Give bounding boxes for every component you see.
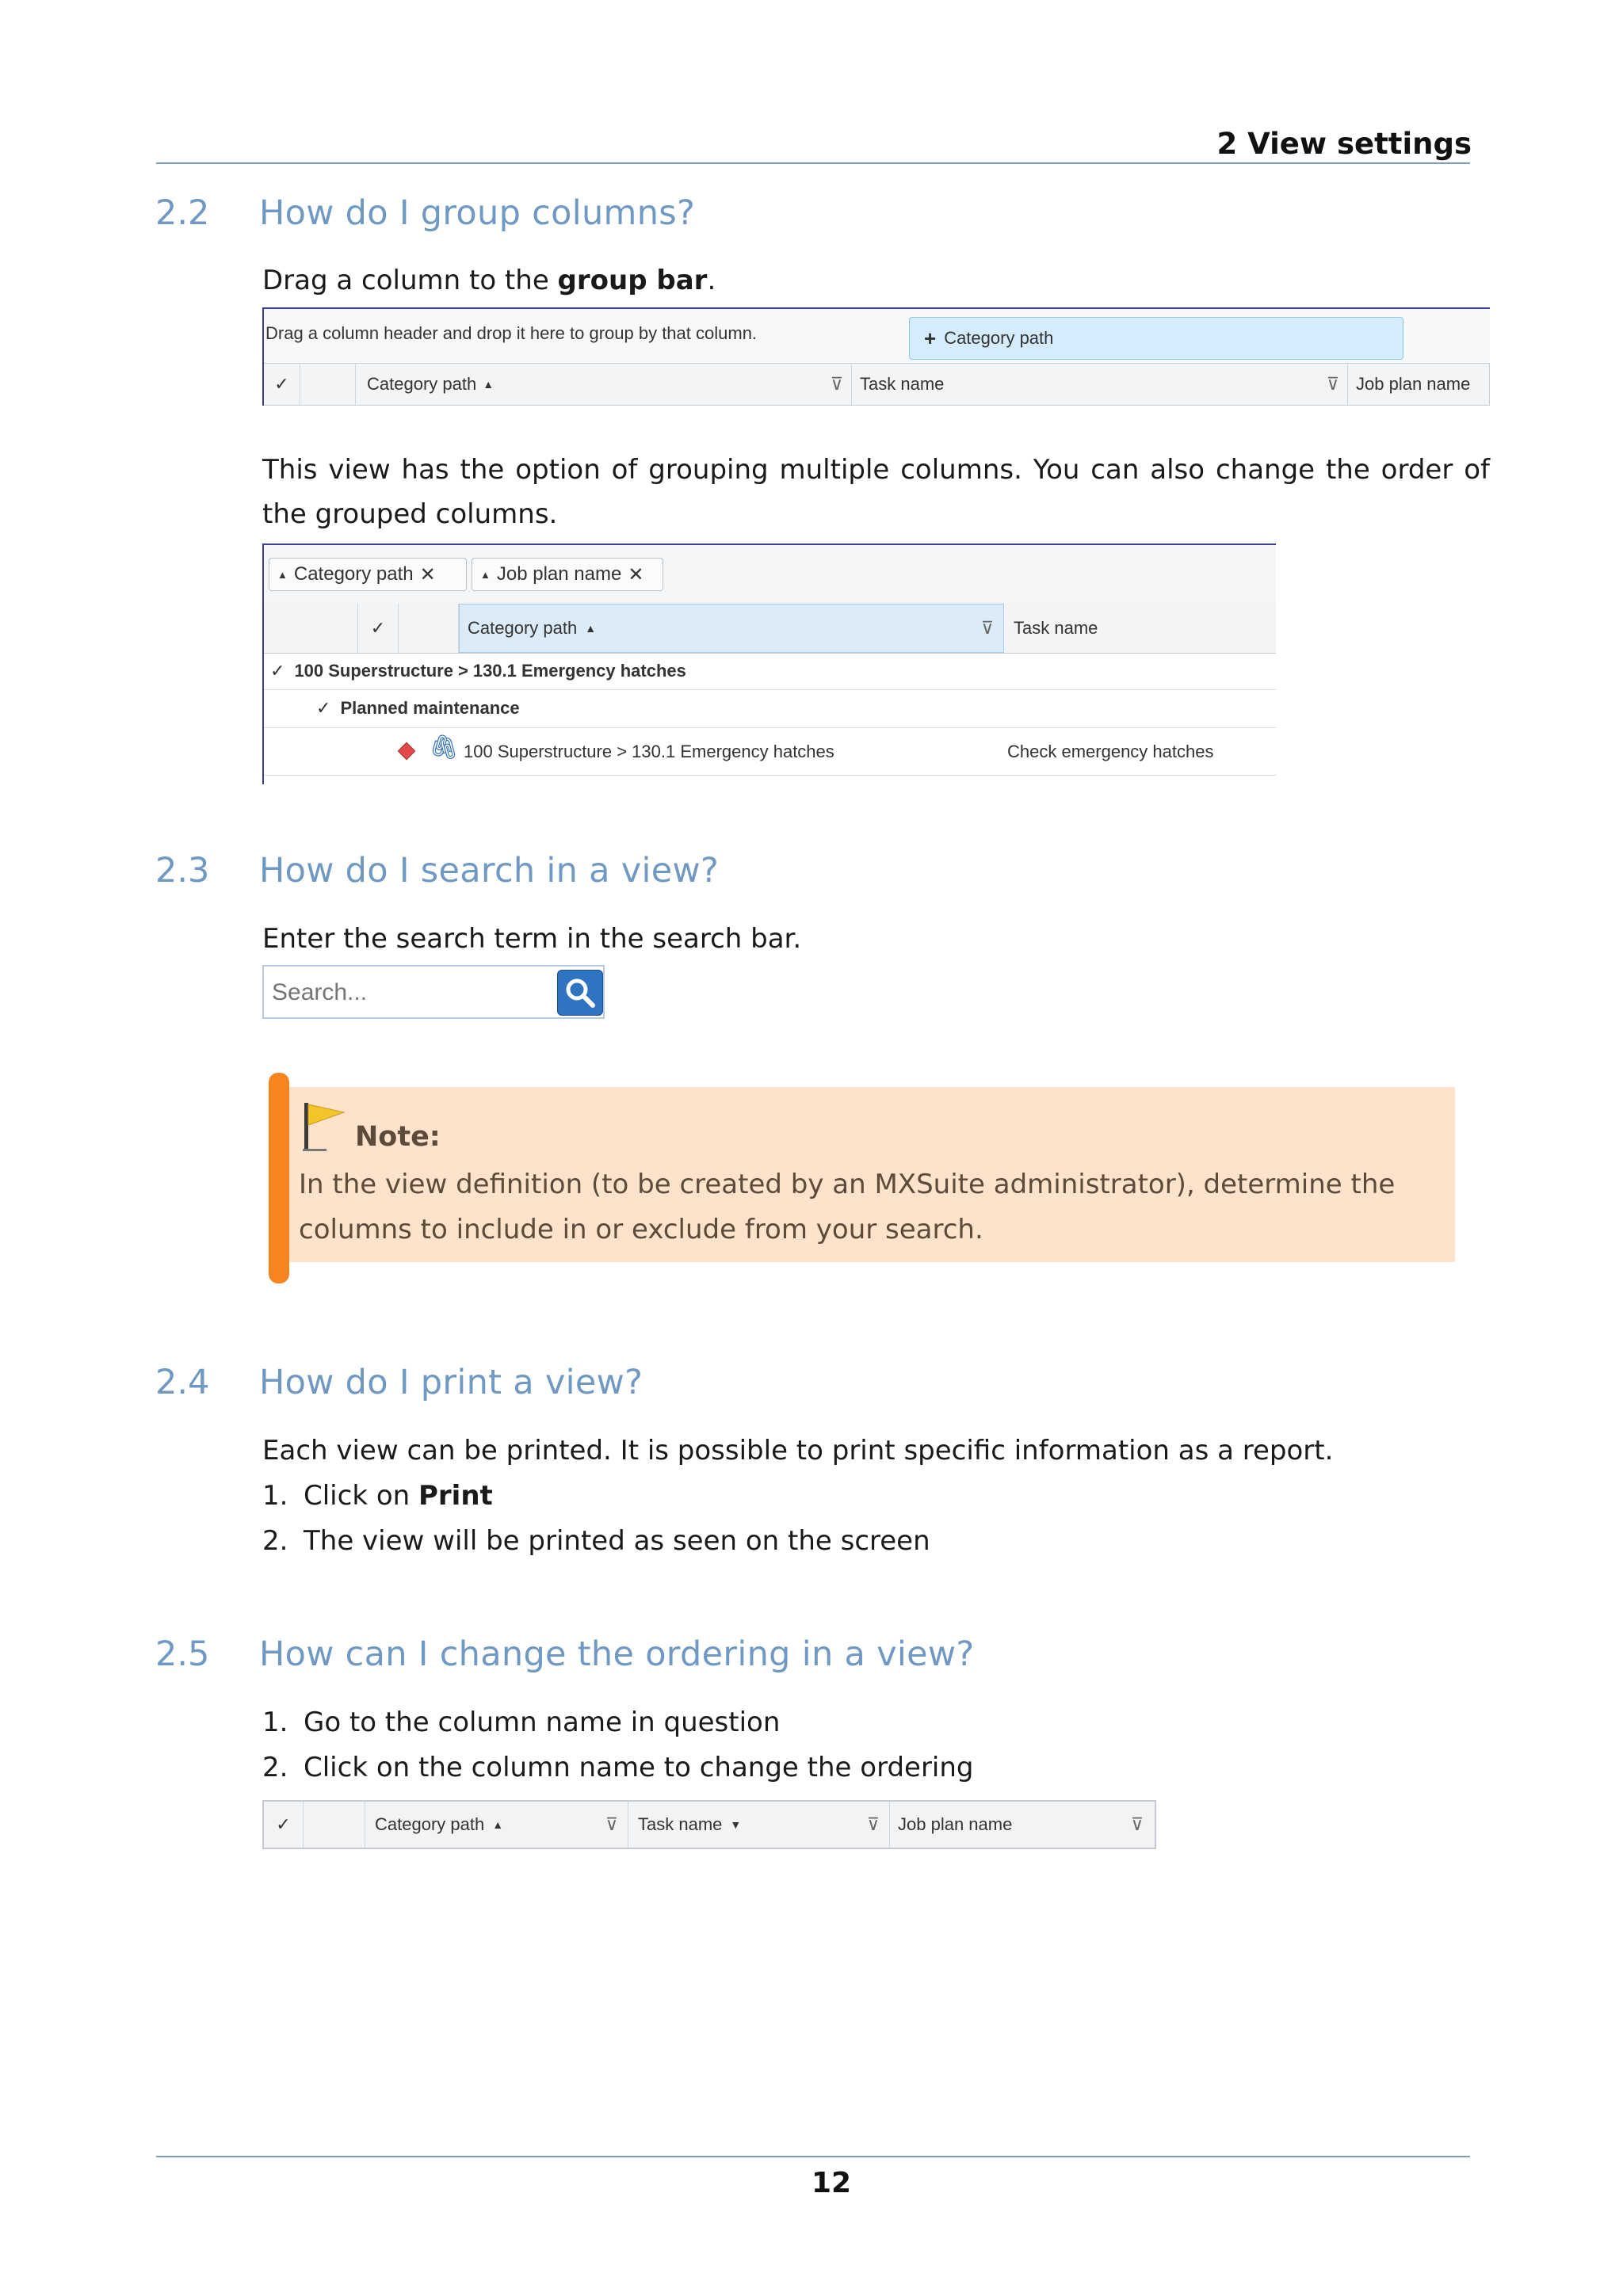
header-task-name[interactable] [852, 364, 1348, 405]
group-row-level-2[interactable] [264, 689, 1276, 728]
section-2-4-title: How do I print a view? [259, 1363, 643, 1402]
section-2-2-number: 2.2 [155, 193, 210, 233]
list-item [262, 1474, 930, 1519]
select-all-checkbox[interactable] [357, 604, 399, 653]
header-job-plan-name[interactable] [1348, 364, 1490, 405]
running-header: 2 View settings [1216, 127, 1472, 161]
filter-icon[interactable]: ⊽ [1326, 374, 1339, 394]
filter-icon[interactable]: ⊽ [866, 1814, 880, 1834]
header-task-name[interactable] [1004, 604, 1276, 653]
group-row-1-subcategory: 130.1 Emergency hatches [472, 661, 686, 681]
header-category-path[interactable] [356, 364, 852, 405]
row-category-path: 100 Superstructure > 130.1 Emergency hatches [464, 742, 834, 761]
sort-descending-icon: ▼ [730, 1818, 742, 1831]
group-row-level-1[interactable] [264, 653, 1276, 690]
group-row-1-category: 100 Superstructure [294, 661, 453, 681]
priority-diamond-icon [398, 742, 416, 761]
list-number: 1. [262, 1480, 288, 1512]
row-task-name: Check emergency hatches [1007, 742, 1214, 761]
filter-icon[interactable]: ⊽ [980, 618, 994, 638]
indicator-column [300, 364, 356, 405]
header-label: Task name [860, 374, 945, 394]
check-icon: ✓ [276, 1814, 291, 1834]
section-2-5-number: 2.5 [155, 1634, 210, 1674]
header-label: Category path [375, 1814, 485, 1834]
intro-bold: group bar [557, 265, 708, 296]
group-bar[interactable] [264, 545, 1276, 604]
section-2-5-title: How can I change the ordering in a view? [259, 1634, 975, 1674]
column-header-row [264, 363, 1490, 406]
group-bar-screenshot [262, 307, 1490, 406]
chip-label: Job plan name [496, 563, 622, 585]
indicator-column [304, 1802, 365, 1848]
filter-icon[interactable]: ⊽ [830, 374, 843, 394]
list-item [262, 1745, 974, 1791]
list-number: 2. [262, 1752, 288, 1783]
grouped-columns-screenshot [262, 543, 1276, 784]
intro-text: Drag a column to the [262, 265, 558, 296]
step-text: The view will be printed as seen on the screen [304, 1525, 930, 1557]
list-item [262, 1700, 974, 1745]
flag-icon [301, 1101, 349, 1154]
note-body: In the view definition (to be created by an MXSuite administrator), determine the columns to include in or exclude from your search. [299, 1169, 1396, 1245]
group-chip-category-path[interactable] [269, 558, 467, 591]
sort-ascending-icon: ▲ [277, 568, 288, 581]
close-icon[interactable]: ✕ [419, 563, 436, 585]
header-label: Task name [1014, 618, 1098, 638]
note-title: Note: [355, 1121, 441, 1153]
search-input[interactable] [270, 973, 543, 1013]
list-item [262, 1519, 930, 1564]
step-text: Click on the column name to change the ordering [304, 1752, 974, 1783]
page-number: 12 [811, 2167, 852, 2199]
select-all-checkbox[interactable] [264, 1802, 304, 1848]
group-row-2-label: Planned maintenance [340, 698, 520, 718]
header-task-name[interactable] [628, 1802, 890, 1848]
sort-ascending-icon: ▲ [492, 1818, 504, 1831]
close-icon[interactable]: ✕ [628, 563, 644, 585]
section-2-3-title: How do I search in a view? [259, 851, 720, 891]
header-label: Category path [468, 618, 578, 638]
plus-icon: + [924, 326, 937, 350]
print-steps-list [262, 1474, 930, 1564]
section-2-3-number: 2.3 [155, 851, 210, 891]
indicator-column [399, 604, 459, 653]
section-2-2-body: This view has the option of grouping multiple columns. You can also change the order of the grouped columns. [262, 454, 1490, 530]
list-number: 1. [262, 1707, 288, 1738]
header-label: Task name [638, 1814, 723, 1834]
step-text: Click on [304, 1480, 418, 1512]
column-header-row [264, 604, 1276, 654]
check-icon: ✓ [274, 374, 289, 394]
header-category-path[interactable] [459, 604, 1004, 653]
section-2-3-intro: Enter the search term in the search bar. [262, 923, 802, 955]
header-job-plan-name[interactable] [890, 1802, 1155, 1848]
filter-icon[interactable]: ⊽ [1130, 1814, 1144, 1834]
sort-ascending-icon: ▲ [483, 378, 495, 391]
section-2-2-title: How do I group columns? [259, 193, 696, 233]
group-bar[interactable] [264, 309, 1490, 363]
search-icon [558, 971, 602, 1015]
footer-rule [156, 2156, 1470, 2157]
group-indent [264, 604, 357, 653]
group-bar-hint: Drag a column header and drop it here to group by that column. [265, 323, 758, 343]
sort-ascending-icon: ▲ [585, 622, 597, 635]
ordering-header-row [262, 1800, 1156, 1849]
header-label: Job plan name [1356, 374, 1471, 394]
note-accent-bar [269, 1073, 289, 1283]
section-2-4-number: 2.4 [155, 1363, 210, 1402]
intro-suffix: . [707, 265, 716, 296]
dragged-column-label: Category path [944, 328, 1054, 348]
select-all-checkbox[interactable] [264, 364, 300, 405]
check-icon: ✓ [370, 618, 386, 638]
data-row[interactable] [264, 727, 1276, 776]
section-2-4-intro: Each view can be printed. It is possible to print specific information as a report. [262, 1435, 1334, 1466]
header-category-path[interactable] [365, 1802, 628, 1848]
step-text: Go to the column name in question [304, 1707, 781, 1738]
chip-label: Category path [293, 563, 414, 585]
section-2-2-intro [262, 258, 716, 303]
attachment-icon: 🖇 [429, 734, 460, 761]
step-bold: Print [418, 1480, 493, 1512]
search-button[interactable] [557, 970, 603, 1016]
sort-ascending-icon: ▲ [480, 568, 491, 581]
list-number: 2. [262, 1525, 288, 1557]
filter-icon[interactable]: ⊽ [605, 1814, 618, 1834]
ordering-steps-list [262, 1700, 974, 1791]
search-bar [262, 965, 605, 1019]
path-separator: > [457, 661, 468, 681]
dragged-column-chip[interactable] [909, 317, 1403, 360]
expand-check-icon[interactable]: ✓ [316, 698, 331, 718]
expand-check-icon[interactable]: ✓ [270, 661, 285, 681]
group-chip-job-plan-name[interactable] [472, 558, 663, 591]
header-label: Job plan name [898, 1814, 1013, 1834]
header-rule [156, 162, 1470, 164]
header-label: Category path [367, 374, 477, 394]
